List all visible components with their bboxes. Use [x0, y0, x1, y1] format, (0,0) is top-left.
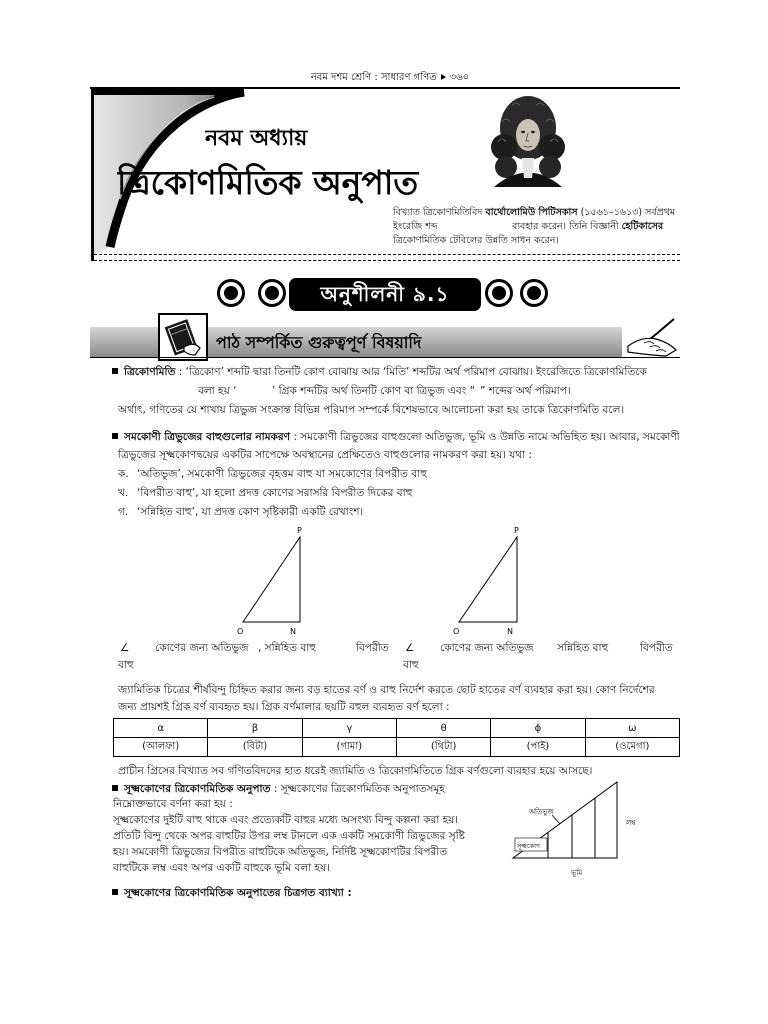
chapter-title: ত্রিকোণমিতিক অনুপাত	[117, 163, 419, 202]
trigonometry-line-2b: ’ গ্রিক শব্দটির অর্থ তিনটি কোণ বা ত্রিভুজ এবং “	[272, 385, 476, 397]
acute-text-line: বাহুটিকে লম্ব এবং অপর একটি বাহুকে ভূমি বলা হয়।	[113, 862, 330, 874]
naming-line-1	[112, 430, 680, 444]
caption-tail: বাহু	[118, 659, 134, 671]
acute-text-line: প্রতিটি বিন্দু থেকে অপর বাহুটির উপর লম্ব টানলে এক একটি সমকোণী ত্রিভুজের সৃষ্টি	[113, 830, 465, 842]
bio-text: ব্যবহার করেন। তিনি বিজ্ঞানী	[512, 221, 622, 232]
target-bullet-icon	[520, 279, 548, 307]
list-marker: ক.	[118, 468, 129, 480]
greek-name: (পাই)	[491, 738, 585, 757]
caption-angle: ∠	[405, 642, 415, 654]
caption-opposite: বিপরীত	[640, 642, 673, 654]
greek-name: (থিটা)	[396, 738, 490, 757]
vertex-label-n: N	[507, 627, 513, 636]
caption-adjacent: সন্নিহিত বাহু	[557, 642, 609, 654]
greek-name: (আলফা)	[114, 738, 208, 757]
label-base: ভূমি	[571, 869, 583, 877]
graphical-heading	[112, 886, 532, 900]
greek-intro-line-2: জন্য প্রায়শই গ্রিক বর্ণ ব্যবহৃত হয়। গ্রিক বর্ণমালার ছয়টি বহুল ব্যবহৃত বর্ণ হলো :	[118, 701, 450, 713]
acute-line-1	[112, 782, 482, 796]
trigonometry-line-2c: ” শব্দের অর্থ পরিমাপ।	[480, 385, 571, 397]
caption-hypotenuse: কোণের জন্য অতিভুজ	[155, 642, 249, 654]
bio-text: বিখ্যাত ত্রিকোণমিতিবিদ	[393, 207, 486, 218]
bio-line-2-end	[512, 220, 678, 233]
greek-letter: ϕ	[491, 719, 585, 738]
greek-letter: γ	[302, 719, 396, 738]
page-number: ৩৬০	[449, 72, 470, 83]
bio-text: (১৫৬১–১৬১৩) সর্বপ্রথম	[577, 207, 676, 218]
list-marker: খ.	[118, 487, 129, 499]
vertex-label-o: O	[237, 627, 244, 636]
bio-line-3: ত্রিকোণমিতিক টেবিলের উন্নতি সাধন করেন।	[393, 235, 559, 246]
acute-text-line: হয়। সমকোণী ত্রিভুজের বিপরীত বাহুটিকে অতিভুজ, নির্দিষ্ট সূক্ষ্মকোণটির বিপরীত	[113, 846, 448, 858]
greek-letters-table	[113, 718, 680, 757]
writing-hand-icon	[624, 316, 680, 358]
trigonometry-line-2a: বলা হয় ‘	[198, 385, 237, 397]
vertex-label-o: O	[453, 627, 460, 636]
bio-name: বার্থোলোমিউ পিটিসকাস	[485, 207, 578, 218]
chapter-divider-dashed	[94, 260, 680, 261]
table-row	[114, 719, 680, 738]
bio-name: হেটিকাসের	[621, 221, 664, 232]
caption-adjacent: , সন্নিহিত বাহু	[258, 642, 316, 654]
term-trigonometry: ত্রিকোণমিতি	[124, 366, 176, 378]
list-item: ‘অতিভুজ’, সমকোণী ত্রিভুজের বৃহত্তম বাহু যা সমকোণের বিপরীত বাহু	[137, 468, 427, 480]
square-bullet-icon	[112, 368, 118, 374]
square-bullet-icon	[112, 785, 118, 791]
section-title: পাঠ সম্পর্কিত গুরুত্বপূর্ণ বিষয়াদি	[216, 333, 422, 352]
term-naming: সমকোণী ত্রিভুজের বাহুগুলোর নামকরণ	[124, 431, 291, 443]
book-icon	[158, 313, 208, 361]
trigonometry-line-3: অর্থাৎ, গণিতের যে শাখায় ত্রিভুজ সংক্রান্ত বিভিন্ন পরিমাপ সম্পর্কে বিশেষভাবে আলোচনা করা হয় তাকে ত্রিকোণমিতি বলে।	[118, 404, 625, 416]
running-header	[280, 71, 500, 85]
square-bullet-icon	[112, 433, 118, 439]
greek-name: (গামা)	[302, 738, 396, 757]
caption-hypotenuse: কোণের জন্য অতিভুজ	[440, 642, 534, 654]
greek-letter: β	[208, 719, 302, 738]
trigonometry-line-1	[112, 365, 680, 379]
greek-name: (বিটা)	[208, 738, 302, 757]
running-title: নবম দশম শ্রেণি : সাধারণ গণিত	[310, 72, 437, 83]
section-rule	[90, 357, 680, 358]
list-marker: গ.	[118, 506, 129, 518]
body-text: : ‘ত্রিকোণ’ শব্দটি দ্বারা তিনটি কোণ বোঝায় আর ‘মিতি’ শব্দটির অর্থ পরিমাপ বোঝায়। ইংরেজিতে ত্রিকোণমিতিকে	[175, 366, 647, 378]
vertex-label-n: N	[290, 627, 296, 636]
label-acute-angle: সূক্ষ্মকোণ	[517, 842, 540, 850]
vertex-label-p: P	[514, 526, 519, 535]
caption-opposite: বিপরীত	[356, 642, 389, 654]
target-bullet-icon	[485, 279, 513, 307]
triangle-diagram-left	[230, 522, 320, 640]
body-text: : সূক্ষ্মকোণের ত্রিকোণমিতিক অনুপাতসমূহ	[270, 783, 445, 795]
naming-line-2: ত্রিভুজের সূক্ষ্মকোণদ্বয়ের একটির সাপেক্ষে অবস্থানের প্রেক্ষিতেও বাহুগুলোর নামকরণ করা হয়। যথা :	[118, 449, 533, 461]
acute-angle-diagram	[500, 775, 650, 880]
acute-text-line: সূক্ষ্মকোণের দুইটি বাহু থাকে এবং প্রত্যেকটি বাহুর মধ্যে অসংখ্য বিন্দু কল্পনা করা হয়।	[113, 814, 459, 826]
portrait-icon	[488, 92, 568, 187]
label-hypotenuse: অতিভুজ	[529, 808, 554, 816]
chapter-divider-dashed	[94, 254, 680, 255]
caption-angle: ∠	[120, 642, 130, 654]
greek-intro-line-1: জ্যামিতিক চিত্রের শীর্ষবিন্দু চিহ্নিত করার জন্য বড় হাতের বর্ণ ও বাহু নির্দেশ করতে ছোট হাতের বর্ণ ব্যবহার করা হয়। কোণ নির্দেশের	[118, 684, 655, 696]
square-bullet-icon	[112, 889, 118, 895]
list-item: ‘বিপরীত বাহু’, যা হলো প্রদত্ত কোণের সরাসরি বিপরীত দিকের বাহু	[137, 487, 413, 499]
greek-outro: প্রাচীন গ্রিসের বিখ্যাত সব গণিতবিদদের হাত ধরেই জ্যামিতি ও ত্রিকোণমিতিতে গ্রিক বর্ণগুলো ব্যবহার হয়ে আসছে।	[118, 765, 593, 777]
bio-line-2-start: ইংরেজি শব্দ	[393, 221, 438, 232]
body-text: : সমকোণী ত্রিভুজের বাহুগুলো অতিভুজ, ভূমি ও উন্নতি নামে অভিহিত হয়। আবার, সমকোণী	[290, 431, 680, 443]
triangle-diagram-right	[446, 522, 536, 640]
list-item: ‘সন্নিহিত বাহু’, যা প্রদত্ত কোণ সৃষ্টিকারী একটি রেখাংশ।	[137, 506, 364, 518]
greek-name: (ওমেগা)	[585, 738, 679, 757]
triangle-right-icon	[441, 74, 446, 80]
term-graphical: সূক্ষ্মকোণের ত্রিকোণমিতিক অনুপাতের চিত্রগত ব্যাখ্যা :	[124, 887, 352, 899]
target-bullet-icon	[258, 279, 286, 307]
chapter-label: নবম অধ্যায়	[205, 126, 308, 151]
table-row	[114, 738, 680, 757]
bio-line-1	[393, 206, 678, 219]
greek-letter: ω	[585, 719, 679, 738]
greek-letter: α	[114, 719, 208, 738]
target-bullet-icon	[217, 279, 245, 307]
label-perpendicular: লম্ব	[626, 819, 636, 827]
caption-tail: বাহু	[403, 659, 419, 671]
vertex-label-p: P	[297, 526, 302, 535]
greek-letter: θ	[396, 719, 490, 738]
acute-text-line: নিম্নোক্তভাবে বর্ণনা করা হয় :	[113, 798, 233, 810]
term-acute-ratio: সূক্ষ্মকোণের ত্রিকোণমিতিক অনুপাত	[124, 783, 271, 795]
exercise-title: অনুশীলনী ৯.১	[289, 278, 481, 311]
